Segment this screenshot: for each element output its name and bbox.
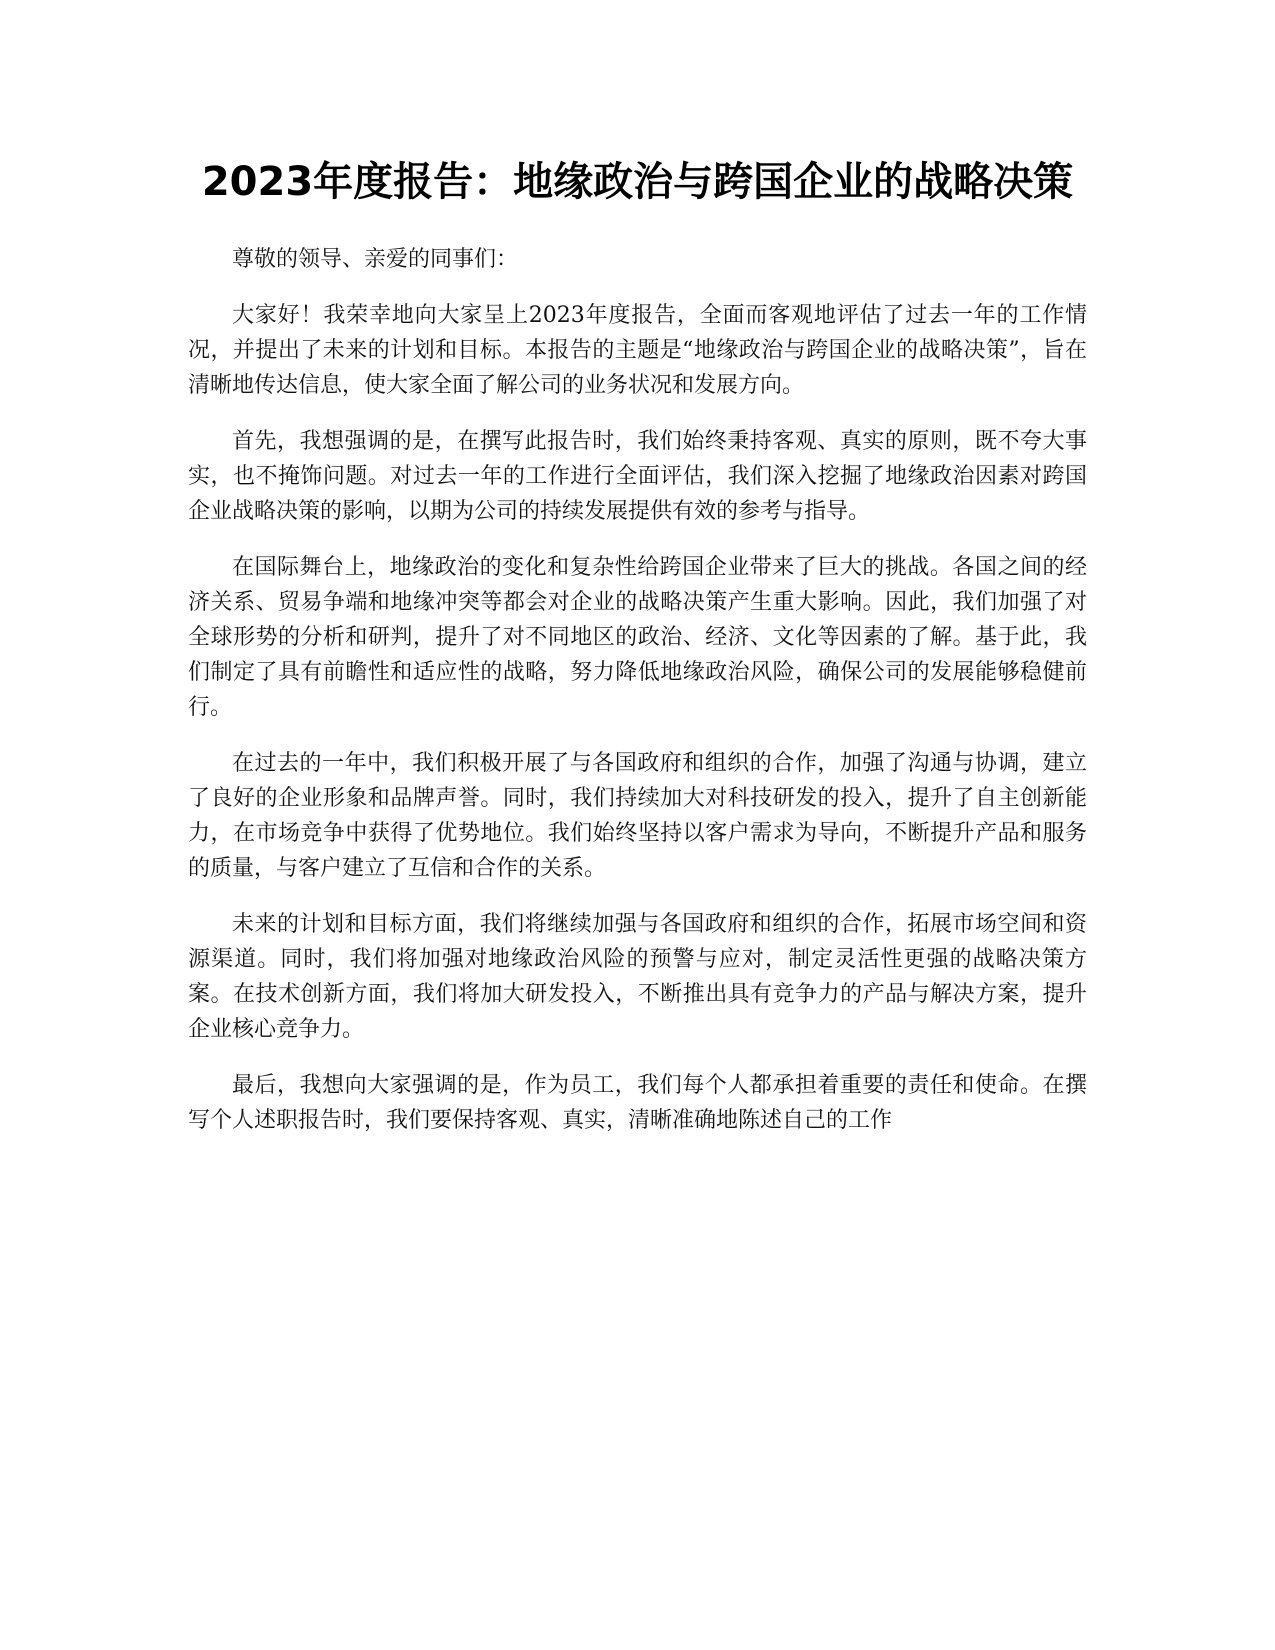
future-plans-paragraph: 未来的计划和目标方面，我们将继续加强与各国政府和组织的合作，拓展市场空间和资源渠道。同时，我们将加强对地缘政治风险的预警与应对，制定灵活性更强的战略决策方案。在技术创新方面，我们将加大研发投入，不断推出具有竞争力的产品与解决方案，提升企业核心竞争力。: [188, 912, 1087, 1042]
geopolitics-paragraph: 在国际舞台上，地缘政治的变化和复杂性给跨国企业带来了巨大的挑战。各国之间的经济关系、贸易争端和地缘冲突等都会对企业的战略决策产生重大影响。因此，我们加强了对全球形势的分析和研判，提升了对不同地区的政治、经济、文化等因素的了解。基于此，我们制定了具有前瞻性和适应性的战略，努力降低地缘政治风险，确保公司的发展能够稳健前行。: [188, 555, 1087, 720]
closing-paragraph: 最后，我想向大家强调的是，作为员工，我们每个人都承担着重要的责任和使命。在撰写个人述职报告时，我们要保持客观、真实，清晰准确地陈述自己的工作: [188, 1073, 1087, 1133]
intro-paragraph: 大家好！我荣幸地向大家呈上2023年度报告，全面而客观地评估了过去一年的工作情况，并提出了未来的计划和目标。本报告的主题是“地缘政治与跨国企业的战略决策”，旨在清晰地传达信息，使大家全面了解公司的业务状况和发展方向。: [188, 303, 1087, 398]
principle-paragraph: 首先，我想强调的是，在撰写此报告时，我们始终秉持客观、真实的原则，既不夸大事实，也不掩饰问题。对过去一年的工作进行全面评估，我们深入挖掘了地缘政治因素对跨国企业战略决策的影响，以期为公司的持续发展提供有效的参考与指导。: [188, 429, 1087, 524]
achievements-paragraph: 在过去的一年中，我们积极开展了与各国政府和组织的合作，加强了沟通与协调，建立了良好的企业形象和品牌声誉。同时，我们持续加大对科技研发的投入，提升了自主创新能力，在市场竞争中获得了优势地位。我们始终坚持以客户需求为导向，不断提升产品和服务的质量，与客户建立了互信和合作的关系。: [188, 751, 1087, 881]
document-title: 2023年度报告：地缘政治与跨国企业的战略决策: [201, 159, 1074, 205]
salutation-paragraph: 尊敬的领导、亲爱的同事们：: [232, 247, 519, 272]
document-body: [188, 242, 1087, 1138]
